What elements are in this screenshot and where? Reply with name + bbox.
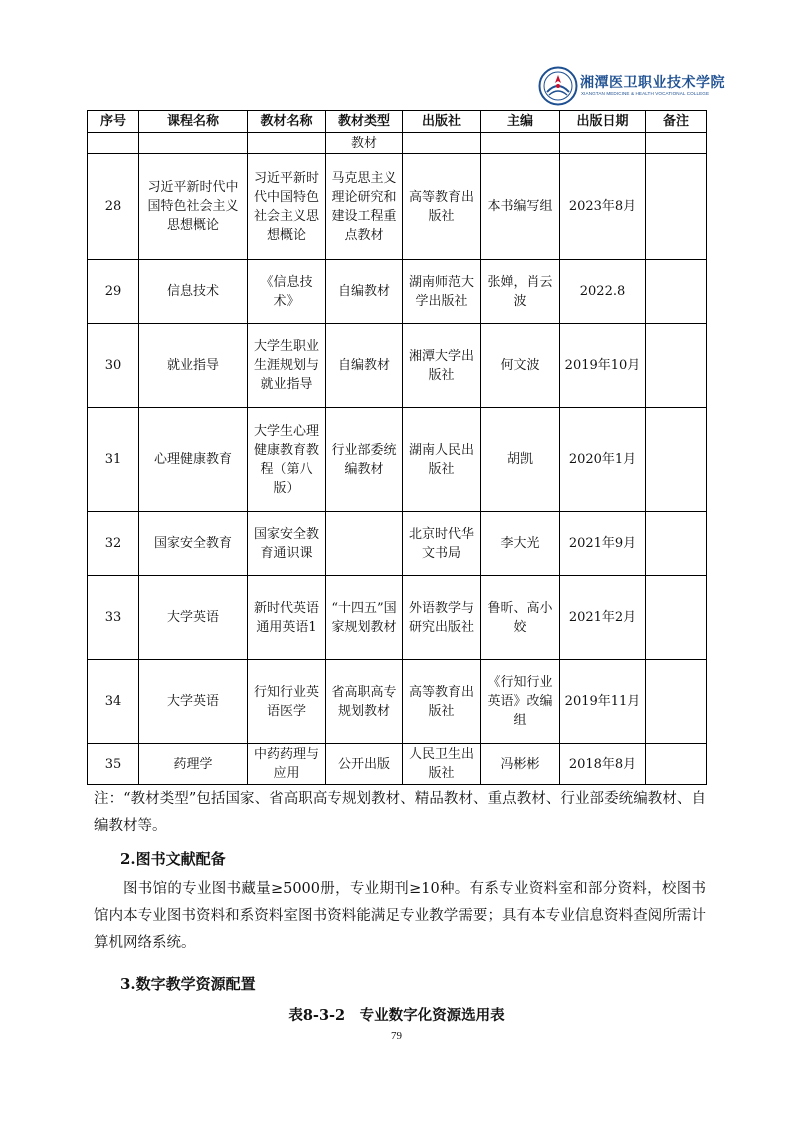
table-cell: 人民卫生出版社: [403, 744, 481, 785]
table-cell: [646, 408, 707, 512]
college-logo: [538, 66, 725, 108]
table-cell: [560, 133, 646, 154]
table-cell: 习近平新时代中国特色社会主义思想概论: [139, 154, 248, 260]
table-cell: 行知行业英语医学: [248, 660, 326, 744]
table-caption: 表8-3-2 专业数字化资源选用表: [288, 1007, 505, 1024]
table-cell: 33: [88, 576, 139, 660]
table-cell: 心理健康教育: [139, 408, 248, 512]
table-row: [88, 660, 707, 744]
header-cell: 课程名称: [139, 111, 248, 133]
table-cell: 2023年8月: [560, 154, 646, 260]
table-cell: 胡凯: [481, 408, 560, 512]
table-cell: [646, 260, 707, 324]
table-cell: 30: [88, 324, 139, 408]
table-cell: 32: [88, 512, 139, 576]
table-cell: 《信息技术》: [248, 260, 326, 324]
table-cell: 新时代英语通用英语1: [248, 576, 326, 660]
textbook-table: [87, 110, 707, 785]
logo-chinese-name: 湘潭医卫职业技术学院: [580, 75, 725, 91]
table-cell: [646, 512, 707, 576]
table-cell: 外语教学与研究出版社: [403, 576, 481, 660]
table-cell: 信息技术: [139, 260, 248, 324]
table-cell: 2018年8月: [560, 744, 646, 785]
table-cell: 高等教育出版社: [403, 154, 481, 260]
table-row: [88, 154, 707, 260]
logo-english-name: XIANGTAN MEDICINE & HEALTH VOCATIONAL COLLEGE: [581, 91, 710, 96]
table-cell: 2021年2月: [560, 576, 646, 660]
table-cell: 35: [88, 744, 139, 785]
table-row: [88, 744, 707, 785]
table-cell: [139, 133, 248, 154]
table-cell: 鲁昕、高小姣: [481, 576, 560, 660]
carry-over-row: [88, 133, 707, 154]
table-cell: [248, 133, 326, 154]
table-note: 注：“教材类型”包括国家、省高职高专规划教材、精品教材、重点教材、行业部委统编教材、自编教材等。: [94, 791, 706, 834]
table-cell: 习近平新时代中国特色社会主义思想概论: [248, 154, 326, 260]
table-cell: 马克思主义理论研究和建设工程重点教材: [326, 154, 403, 260]
table-row: [88, 324, 707, 408]
table-cell: 2019年11月: [560, 660, 646, 744]
table-cell: 大学生心理健康教育教程（第八版）: [248, 408, 326, 512]
table-cell: 何文波: [481, 324, 560, 408]
table-cell: 29: [88, 260, 139, 324]
header-cell: 教材名称: [248, 111, 326, 133]
table-cell: 湖南人民出版社: [403, 408, 481, 512]
college-emblem-icon: [538, 66, 578, 106]
header-cell: 出版日期: [560, 111, 646, 133]
table-cell: 北京时代华文书局: [403, 512, 481, 576]
table-cell: 湖南师范大学出版社: [403, 260, 481, 324]
table-row: [88, 576, 707, 660]
table-row: [88, 512, 707, 576]
header-cell: 序号: [88, 111, 139, 133]
table-cell: 教材: [326, 133, 403, 154]
table-cell: 大学英语: [139, 660, 248, 744]
table-cell: [481, 133, 560, 154]
table-cell: 2021年9月: [560, 512, 646, 576]
table-cell: 2020年1月: [560, 408, 646, 512]
table-cell: 本书编写组: [481, 154, 560, 260]
table-cell: [646, 133, 707, 154]
table-cell: 高等教育出版社: [403, 660, 481, 744]
table-row: [88, 408, 707, 512]
table-cell: [646, 660, 707, 744]
table-cell: 大学生职业生涯规划与就业指导: [248, 324, 326, 408]
header-cell: 教材类型: [326, 111, 403, 133]
table-cell: 2019年10月: [560, 324, 646, 408]
table-cell: 中药药理与应用: [248, 744, 326, 785]
table-cell: 自编教材: [326, 260, 403, 324]
table-cell: 公开出版: [326, 744, 403, 785]
header-cell: 出版社: [403, 111, 481, 133]
table-row: [88, 260, 707, 324]
table-cell: 28: [88, 154, 139, 260]
table-cell: [326, 512, 403, 576]
table-cell: 张婵，肖云波: [481, 260, 560, 324]
table-cell: [646, 324, 707, 408]
table-cell: [646, 154, 707, 260]
table-cell: 李大光: [481, 512, 560, 576]
library-paragraph: 图书馆的专业图书藏量≥5000册，专业期刊≥10种。有系专业资料室和部分资料，校图书馆内本专业图书资料和系资料室图书资料能满足专业教学需要；具有本专业信息资料查阅所需计算机网络系统。: [94, 881, 706, 951]
section-heading-digital: 3.数字教学资源配置: [120, 975, 256, 993]
table-cell: 药理学: [139, 744, 248, 785]
section-heading-library: 2.图书文献配备: [120, 850, 226, 868]
table-cell: [88, 133, 139, 154]
table-cell: 国家安全教育: [139, 512, 248, 576]
table-cell: 就业指导: [139, 324, 248, 408]
table-cell: 国家安全教育通识课: [248, 512, 326, 576]
page-number: 79: [391, 1030, 402, 1042]
table-cell: 31: [88, 408, 139, 512]
table-cell: 行业部委统编教材: [326, 408, 403, 512]
header-cell: 备注: [646, 111, 707, 133]
header-cell: 主编: [481, 111, 560, 133]
table-cell: 大学英语: [139, 576, 248, 660]
table-cell: [646, 576, 707, 660]
table-cell: 自编教材: [326, 324, 403, 408]
table-cell: 冯彬彬: [481, 744, 560, 785]
table-cell: [646, 744, 707, 785]
table-header-row: [88, 111, 707, 133]
table-cell: [403, 133, 481, 154]
table-cell: “十四五”国家规划教材: [326, 576, 403, 660]
table-cell: 湘潭大学出版社: [403, 324, 481, 408]
table-cell: 34: [88, 660, 139, 744]
table-cell: 《行知行业英语》改编组: [481, 660, 560, 744]
table-cell: 2022.8: [560, 260, 646, 324]
table-cell: 省高职高专规划教材: [326, 660, 403, 744]
